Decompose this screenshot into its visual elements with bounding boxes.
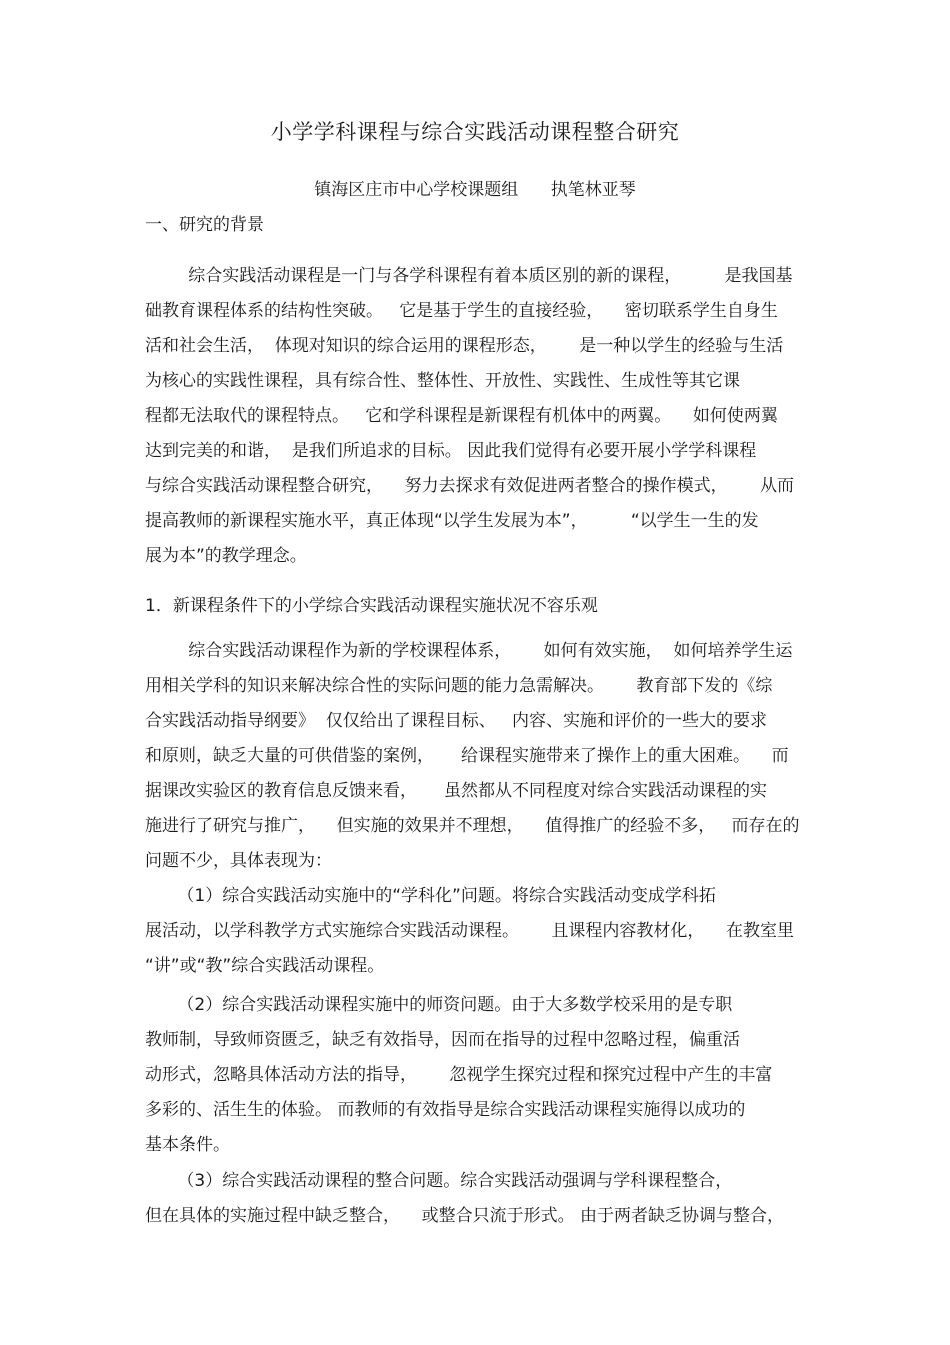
paragraph-line: 多彩的、活生生的体验。 而教师的有效指导是综合实践活动课程实施得以成功的 bbox=[145, 1100, 746, 1120]
paragraph-line: 和原则，缺乏大量的可供借鉴的案例， 给课程实施带来了操作上的重大困难。 而 bbox=[145, 746, 789, 766]
paragraph-line: 展为本”的教学理念。 bbox=[145, 546, 307, 566]
paragraph-line: 综合实践活动课程是一门与各学科课程有着本质区别的新的课程， 是我国基 bbox=[145, 266, 793, 286]
paragraph-line: 达到完美的和谐， 是我们所追求的目标。 因此我们觉得有必要开展小学学科课程 bbox=[145, 441, 757, 461]
list-item-1 bbox=[145, 879, 810, 984]
author-line: 镇海区庄市中心学校课题组 执笔林亚琴 bbox=[314, 180, 636, 200]
paragraph-line: 教师制，导致师资匮乏，缺乏有效指导，因而在指导的过程中忽略过程，偏重活 bbox=[145, 1030, 740, 1050]
paragraph-line: 综合实践活动课程作为新的学校课程体系， 如何有效实施， 如何培养学生运 bbox=[145, 641, 793, 661]
paragraph-implementation bbox=[145, 634, 810, 879]
paragraph-line: 问题不少，具体表现为： bbox=[145, 851, 332, 871]
section-heading-background: 一、研究的背景 bbox=[145, 215, 264, 235]
paragraph-line: （1）综合实践活动实施中的“学科化”问题。将综合实践活动变成学科拓 bbox=[145, 886, 716, 906]
paragraph-line: 用相关学科的知识来解决综合性的实际问题的能力急需解决。 教育部下发的《综 bbox=[145, 676, 773, 696]
paragraph-line: 据课改实验区的教育信息反馈来看， 虽然都从不同程度对综合实践活动课程的实 bbox=[145, 781, 768, 801]
paragraph-line: 施进行了研究与推广， 但实施的效果并不理想， 值得推广的经验不多， 而存在的 bbox=[145, 816, 800, 836]
paragraph-line: 活和社会生活， 体现对知识的综合运用的课程形态， 是一种以学生的经验与生活 bbox=[145, 336, 784, 356]
paragraph-line: 但在具体的实施过程中缺乏整合， 或整合只流于形式。 由于两者缺乏协调与整合， bbox=[145, 1206, 785, 1226]
list-item-3 bbox=[145, 1164, 810, 1234]
subheading-implementation-status: 1．新课程条件下的小学综合实践活动课程实施状况不容乐观 bbox=[145, 596, 598, 616]
paragraph-line: 程都无法取代的课程特点。 它和学科课程是新课程有机体中的两翼。 如何使两翼 bbox=[145, 406, 778, 426]
paragraph-line: （2）综合实践活动课程实施中的师资问题。由于大多数学校采用的是专职 bbox=[145, 995, 733, 1015]
paragraph-line: 础教育课程体系的结构性突破。 它是基于学生的直接经验， 密切联系学生自身生 bbox=[145, 301, 778, 321]
document-title: 小学学科课程与综合实践活动课程整合研究 bbox=[270, 120, 680, 144]
list-item-2 bbox=[145, 988, 810, 1163]
paragraph-line: 提高教师的新课程实施水平，真正体现“以学生发展为本”， “以学生一生的发 bbox=[145, 511, 759, 531]
paragraph-line: “讲”或“教”综合实践活动课程。 bbox=[145, 956, 385, 976]
paragraph-line: 为核心的实践性课程，具有综合性、整体性、开放性、实践性、生成性等其它课 bbox=[145, 371, 740, 391]
paragraph-line: 动形式，忽略具体活动方法的指导， 忽视学生探究过程和探究过程中产生的丰富 bbox=[145, 1065, 773, 1085]
paragraph-background bbox=[145, 259, 810, 574]
paragraph-line: 与综合实践活动课程整合研究， 努力去探求有效促进两者整合的操作模式， 从而 bbox=[145, 476, 795, 496]
paragraph-line: 合实践活动指导纲要》 仅仅给出了课程目标、 内容、实施和评价的一些大的要求 bbox=[145, 711, 768, 731]
paragraph-line: 基本条件。 bbox=[145, 1135, 230, 1155]
paragraph-line: （3）综合实践活动课程的整合问题。综合实践活动强调与学科课程整合， bbox=[145, 1171, 733, 1191]
paragraph-line: 展活动，以学科教学方式实施综合实践活动课程。 且课程内容教材化， 在教室里 bbox=[145, 921, 795, 941]
